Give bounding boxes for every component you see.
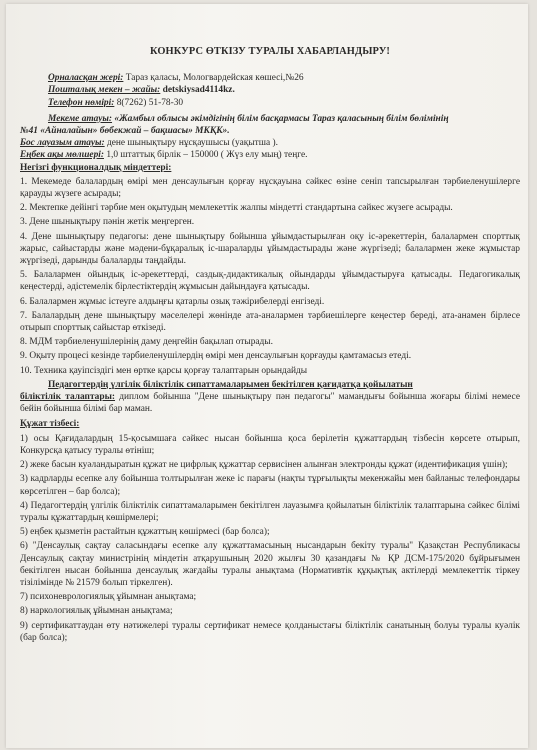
position-value: дене шынықтыру нұсқаушысы (уақытша ). — [104, 138, 278, 149]
email-line — [20, 84, 520, 96]
org-value-1: «Жамбыл облысы әкімдігінің білім басқармасы Тараз қаласының білім бөлімінің — [112, 113, 449, 124]
document-item: 8) наркологиялық ұйымнан анықтама; — [20, 606, 173, 617]
duty-item: 3. Дене шынықтыру пәнін жетік меңгерген. — [20, 217, 195, 228]
org-line — [20, 113, 520, 125]
address-line — [20, 72, 520, 84]
qualification-value: диплом бойынша "Дене шынықтыру пән педагогы" мамандығы бойынша жоғары білімі немесе бейін бойынша білімі бар маман. — [20, 392, 520, 415]
address-value: Тараз қаласы, Мологвардейская көшесі,№26 — [123, 73, 304, 84]
document-item: 4) Педагогтердің үлгілік біліктілік сипаттамаларымен бекітілген лауазымға қойылатын біліктілік талаптарына сәйкес білімі туралы құжаттардың көшірмелері; — [20, 500, 520, 523]
org-value-2: №41 «Айналайын» бөбекжай – бақшасы» МКҚК». — [20, 126, 230, 137]
duty-item: 6. Балалармен жұмыс істеуге алдыңғы қатарлы озық тәжірибелерді енгізеді. — [20, 296, 325, 307]
duties-list — [20, 176, 520, 377]
duty-item: 5. Балалармен ойындық іс-әрекеттерді, саздық-дидактикалық ойындарды ұйымдастыруға қатысады. Педагогикалық кеңестерді, әдістемелік бірлестіктердің жұмысын дайындауға қатысады. — [20, 270, 520, 293]
duty-item: 8. МДМ тәрбиеленушілерінің даму деңгейін бақылап отырады. — [20, 337, 273, 348]
email-label: Пошталық мекен – жайы: — [48, 85, 161, 96]
document-item: 6) "Денсаулық сақтау саласындағы есепке алу құжаттамасының нысандарын бекіту туралы" Қазақстан Республикасы Денсаулық сақтау министрінің міндетін атқарушының 2020 жылғы 30 қазандағы № ҚР ДСМ-175/2020 бұйрығымен бекітілген нысан бойынша денсаулық жағдайы туралы анықтама (Нормативтік құқықтық актілерді мемлекеттік тіркеу тізілімінде № 21579 болып тіркелген). — [20, 541, 520, 588]
org-line-2 — [20, 125, 520, 137]
documents-heading: Құжат тізбесі: — [20, 419, 80, 430]
phone-value: 8(7262) 51-78-30 — [114, 97, 184, 108]
position-line — [20, 137, 520, 149]
duty-item: 2. Мектепке дейінгі тәрбие мен оқытудың мемлекеттік жалпы міндетті стандартына сәйкес жүзеге асырады. — [20, 203, 453, 214]
qualification-label: біліктілік талаптары: — [20, 392, 116, 403]
salary-line — [20, 149, 520, 161]
duty-item: 1. Мекемеде балалардың өмірі мен денсаулығын қорғау нұсқауына сәйкес өзіне сеніп тапсырылған тәрбиеленушілерге қарауды жүзеге асырады; — [20, 176, 520, 200]
phone-line — [20, 97, 520, 109]
document-item: 3) кадрларды есепке алу бойынша толтырылған жеке іс парағы (нақты тұрғылықты мекенжайы мен байланыс телефондары көрсетілген – бар болса); — [20, 474, 520, 497]
duty-item: 9. Оқыту процесі кезінде тәрбиеленушілердің өмірі мен денсаулығын қорғауды қамтамасыз етеді. — [20, 351, 412, 362]
document-item: 1) осы Қағидалардың 15-қосымшаға сәйкес нысан бойынша қоса берілетін құжаттардың тізбесін көрсете отырып, Конкурсқа қатысу туралы өтініш; — [20, 433, 520, 456]
document-title: КОНКУРС ӨТКІЗУ ТУРАЛЫ ХАБАРЛАНДЫРУ! — [149, 46, 390, 57]
document-item: 5) еңбек қызметін растайтын құжаттың көшірмесі (бар болса); — [20, 527, 270, 538]
email-value: detskiysad4114kz. — [160, 85, 235, 96]
address-label: Орналасқан жері: — [48, 73, 124, 84]
qualification-text — [20, 391, 520, 415]
document-item: 2) жеке басын куәландыратын құжат не цифрлық құжаттар сервисінен алынған электронды құжат (идентификация үшін); — [20, 460, 508, 471]
duties-heading: Негізгі функционалдық міндеттері: — [20, 162, 172, 173]
qualification-heading: Педагогтердің үлгілік біліктілік сипаттамаларымен бекітілген қағидатқа қойылатын — [48, 379, 413, 390]
document-item: 9) сертификаттаудан өту нәтижелері туралы сертификат немесе қолданыстағы біліктілік санатының болуы туралы куәлік (бар болса); — [20, 620, 520, 643]
org-label: Мекеме атауы: — [48, 113, 113, 124]
salary-label: Еңбек ақы мөлшері: — [20, 150, 104, 161]
salary-value: 1,0 штаттық бірлік – 150000 ( Жүз елу мың) теңге. — [104, 150, 308, 161]
duty-item: 4. Дене шынықтыру педагогы: дене шынықтыру бойынша ұйымдастырылған оқу іс-әрекеттерін, балалармен спорттық жарыс, сайыстарды және мәдени-бұқаралық іс-шараларды ұйымдастырады және жүргізеді; балалармен жеке жұмыстар жүргізеді, дарынды балаларды таңдайды. — [20, 231, 520, 267]
document-content — [20, 46, 520, 644]
duty-item: 10. Техника қауіпсіздігі мен өртке қарсы қорғау талаптарын орындайды — [20, 365, 308, 376]
duty-item: 7. Балалардың дене шынықтыру мәселелері жөнінде ата-аналармен тәрбиешілерге кеңестер береді, ата-анамен бірлесе отырып спорттық сайыстар өткізеді. — [20, 310, 520, 334]
document-page — [6, 4, 528, 748]
documents-list — [20, 433, 520, 644]
document-item: 7) психоневрологиялық ұйымнан анықтама; — [20, 592, 197, 603]
position-label: Бос лауазым атауы: — [20, 138, 105, 149]
phone-label: Телефон нөмірі: — [48, 97, 115, 108]
